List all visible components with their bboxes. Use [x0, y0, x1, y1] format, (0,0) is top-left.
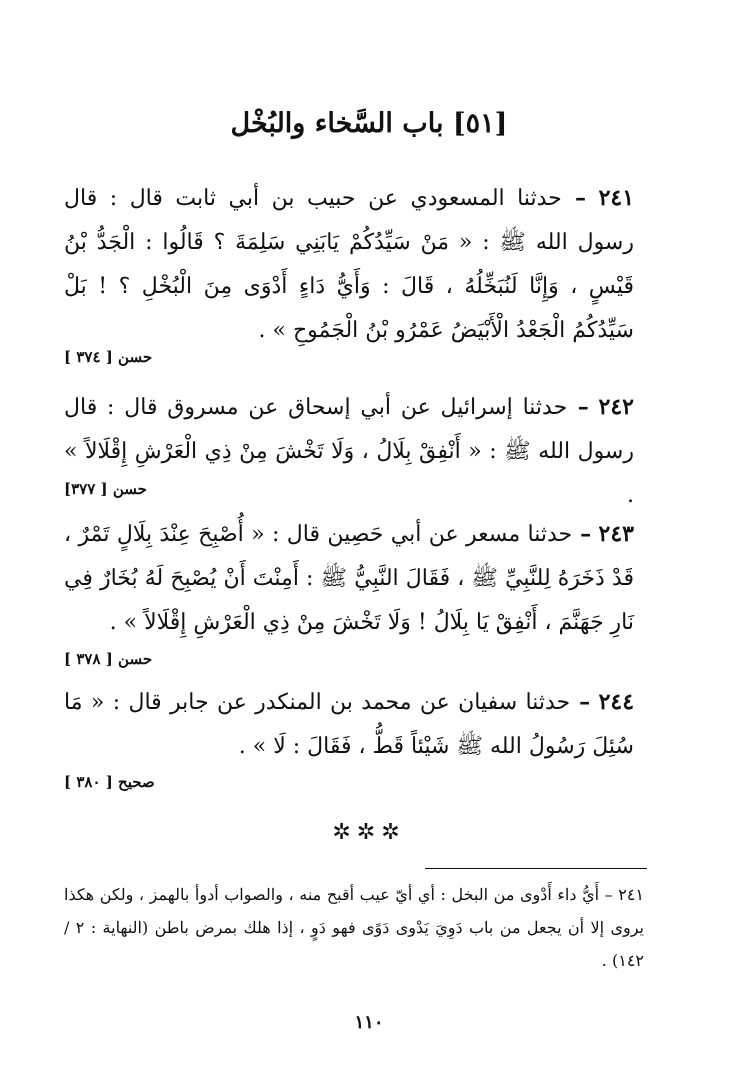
- footnote: ٢٤١ – أَيُّ داء أَدْوى من البخل : أي أيّ عيب أقبح منه ، والصواب أدوأ بالهمز ، ولكن هكذا يروى إلا أن يجعل من باب دَوِيَ يَدْوى دَوًى فهو دَوٍ ، إذا هلك بمرض باطن (النهاية : ٢ /١٤٢) .: [64, 885, 645, 970]
- hadith-244: ٢٤٤ – حدثنا سفيان عن محمد بن المنكدر عن جابر قال : « مَا سُئِلَ رَسُولُ الله ﷺ شَيْئاً قَطُّ ، فَقَالَ : لَا » .: [64, 689, 635, 759]
- hadith-grade: صحيح [ ٣٨٠ ]: [64, 773, 155, 791]
- hadith-isnad: حدثنا سفيان عن محمد بن المنكدر عن جابر قال :: [112, 690, 571, 715]
- chapter-title: [٥١] باب السَّخاء والبُخْل: [230, 108, 508, 139]
- hadith-matn: « أُصْبِحَ عِنْدَ بِلَالٍ تَمْرٌ ، قَدْ ذَخَرَهُ لِلنَّبِيِّ ﷺ ، فَقَالَ النَّبِيُّ ﷺ : أَمِنْتَ أَنْ يُصْبِحَ لَهُ بُخَارٌ فِي نَارِ جَهَنَّمَ ، أَنْفِقْ يَا بِلَالُ ! وَلَا تَخْشَ مِنْ ذِي الْعَرْشِ إِقْلَالاً » .: [64, 522, 634, 635]
- hadith-243: ٢٤٣ – حدثنا مسعر عن أبي حَصِين قال : « أُصْبِحَ عِنْدَ بِلَالٍ تَمْرٌ ، قَدْ ذَخَرَهُ لِلنَّبِيِّ ﷺ ، فَقَالَ النَّبِيُّ ﷺ : أَمِنْتَ أَنْ يُصْبِحَ لَهُ بُخَارٌ فِي نَارِ جَهَنَّمَ ، أَنْفِقْ يَا بِلَالُ ! وَلَا تَخْشَ مِنْ ذِي الْعَرْشِ إِقْلَالاً » .: [64, 521, 634, 635]
- hadith-isnad: حدثنا المسعودي عن حبيب بن أبي ثابت قال : قال رسول الله ﷺ :: [64, 186, 634, 255]
- hadith-242: ٢٤٢ – حدثنا إسرائيل عن أبي إسحاق عن مسروق قال : قال رسول الله ﷺ : « أَنْفِقْ بِلَالُ ، وَلَا تَخْشَ مِنْ ذِي الْعَرْشِ إِقْلَالاً » .: [64, 394, 634, 508]
- footnote-divider: [425, 868, 647, 869]
- hadith-number: ٢٤٤: [598, 689, 635, 715]
- hadith-number: ٢٤١: [598, 185, 635, 211]
- hadith-number: ٢٤٢: [598, 394, 634, 420]
- hadith-matn: « مَا سُئِلَ رَسُولُ الله ﷺ شَيْئاً قَطُّ ، فَقَالَ : لَا » .: [64, 690, 634, 759]
- page-number: ١١٠: [354, 1012, 384, 1033]
- hadith-number: ٢٤٣: [598, 521, 634, 547]
- hadith-grade: حسن [ ٣٧٨ ]: [64, 650, 153, 668]
- hadith-isnad: حدثنا إسرائيل عن أبي إسحاق عن مسروق قال : قال رسول الله ﷺ :: [64, 395, 634, 464]
- hadith-241: ٢٤١ – حدثنا المسعودي عن حبيب بن أبي ثابت قال : قال رسول الله ﷺ : « مَنْ سَيِّدُكُمْ يَابَنِي سَلِمَةَ ؟ قَالُوا : الْجَدُّ بْنُ قَيْسٍ ، وَإِنَّا لَنُبَخِّلُهُ ، قَالَ : وَأَيُّ دَاءٍ أَدْوَى مِنَ الْبُخْلِ ؟ ! بَلْ سَيِّدُكُمُ الْجَعْدُ الْأَبْيَضُ عَمْرُو بْنُ الْجَمُوحِ » .: [64, 185, 635, 343]
- hadith-matn: « أَنْفِقْ بِلَالُ ، وَلَا تَخْشَ مِنْ ذِي الْعَرْشِ إِقْلَالاً » .: [64, 439, 634, 508]
- hadith-grade: حسن [ ٣٧٤ ]: [64, 348, 153, 366]
- hadith-grade: حسن [ ٣٧٧]: [64, 480, 147, 498]
- hadith-isnad: حدثنا مسعر عن أبي حَصِين قال :: [271, 522, 573, 547]
- hadith-matn: « مَنْ سَيِّدُكُمْ يَابَنِي سَلِمَةَ ؟ قَالُوا : الْجَدُّ بْنُ قَيْسٍ ، وَإِنَّا لَنُبَخِّلُهُ ، قَالَ : وَأَيُّ دَاءٍ أَدْوَى مِنَ الْبُخْلِ ؟ ! بَلْ سَيِّدُكُمُ الْجَعْدُ الْأَبْيَضُ عَمْرُو بْنُ الْجَمُوحِ » .: [64, 230, 634, 343]
- section-separator: ✲✲✲: [332, 820, 406, 845]
